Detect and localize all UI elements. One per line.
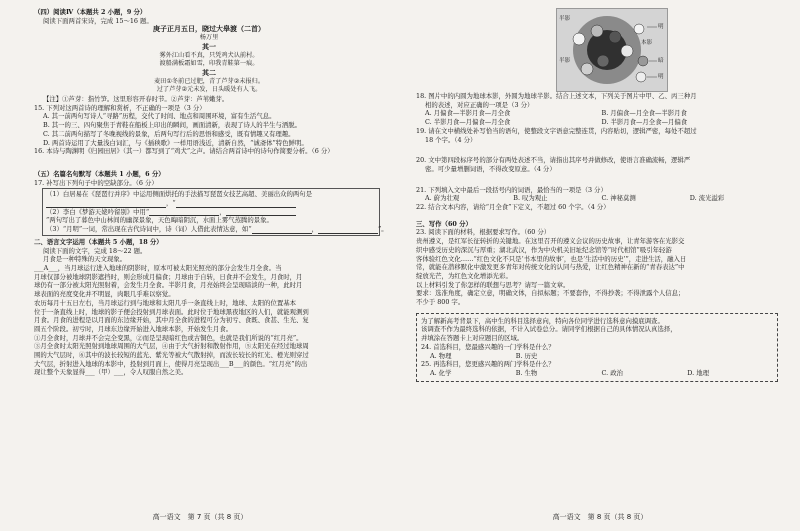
q17-part2: （2）李白《梦游天姥吟留别》中用“ ， [46, 208, 376, 217]
part-2-intro: 阅读下面的文字，完成 18～22 题。 [43, 246, 147, 255]
q15-option: B. 其一的三、四句聚焦于青鞋在船板上印出的瞬间，画面清新，表现了诗人的半生与洒脱。 [43, 121, 301, 130]
question-22: 22. 结合文本内容，请给“月全食”下定义，不超过 60 个字。（4 分） [416, 203, 610, 212]
q20-answer-space [416, 174, 778, 186]
writing-requirement: 要求：选准角度，确定立意，明确文体，自拟标题；不要套作，不得抄袭；不得泄露个人信息； [416, 289, 685, 298]
part-3-header: 三、写作（60 分） [416, 219, 472, 228]
moon-phase [609, 31, 621, 43]
passage-line: 月球仅部分被地球阴影遮挡时，则会形成月偏食；月球由于自转，日食并不会发生，月食时，月 [34, 272, 303, 281]
question-23: 23. 阅读下面的材料，根据要求写作。（60 分） [416, 228, 551, 237]
q21-option: C. 神秘莫测 [601, 194, 636, 203]
passage-line: 月食。月食的进程是以月面的东边缘开始，其中月全食的进程可分为初亏、食既、食甚、生光、复 [34, 316, 309, 325]
question-15: 15. 下列对这两首诗的理解和赏析，不正确的一项是（3 分） [34, 103, 206, 112]
answer-blank[interactable] [176, 200, 296, 208]
passage-line: ③月全食时太阳光照射到地球周围的大气层，④由于大气折射和散射作用，⑤太阳光在经过地球周 [34, 342, 309, 351]
material-line: 贵州遵义，是红军长征转折的关键地。在这里召开的遵义会议的历史故事，让青年游客在光影交 [416, 237, 685, 246]
question-19: 19. 请在文中横线处补写恰当的语句，使整段文字语意完整连贯，内容贴切，逻辑严密，每处不超过 [416, 126, 697, 135]
moon-phase [591, 25, 603, 37]
q25-option[interactable]: C. 政治 [601, 368, 624, 377]
material-line: 绽放光芒，为红色文化增添光彩。 [416, 271, 512, 280]
moon-phase [636, 72, 646, 82]
q15-option: A. 其一前两句写诗人“寻路”历程，交代了时间、地点和周围环境，富有生活气息。 [43, 112, 276, 121]
q19-answer-space [416, 144, 778, 156]
poem-title: 庚子正月五日，晓过大皋渡（二首） [153, 24, 265, 34]
passage-line: 球仍有一部分被太阳光照射着，会发生月全食。半影月食，月亮始终会呈现暗淡的一种，此时月 [34, 281, 303, 290]
question-20-cont: 密。可少量增删词语，不得改变原意。（4 分） [425, 164, 556, 173]
q21-option: B. 叹为观止 [513, 194, 548, 203]
section-4-intro: 阅读下面两首宋诗，完成 15～16 题。 [43, 16, 153, 25]
fig-label-bright: 明 [658, 24, 664, 30]
moon-phase [621, 45, 633, 57]
section-5-header: （五）名篇名句默写（本题共 1 小题，6 分） [34, 169, 165, 178]
question-24: 24. 首选科目，您最感兴趣的一门学科是什么？ [421, 342, 555, 351]
q18-option: B. 月偏食—月全食—半影月食 [601, 109, 687, 118]
q25-option[interactable]: B. 生物 [515, 368, 538, 377]
q21-options-row [416, 194, 778, 203]
question-18-cont: 相的表述，对应正确的一项是（3 分） [425, 100, 534, 109]
q17-part1: （1）白居易在《琵琶行并序》中运用侧面烘托的手法描写琵琶女技艺高超、美丽出众的两句是 [46, 190, 313, 199]
fig-label-penumbra: 半影 [559, 16, 571, 22]
q17-part3-start: （3）“月明”一词，常出现在古代诗词中，诗（词）人借此表情达意，如“ [46, 225, 252, 234]
q18-option: A. 月偏食—半影月食—月全食 [425, 109, 511, 118]
passage-line: 圆五个阶段。初亏时，月球东边缘开始进入地球本影，开始发生月食。 [34, 324, 233, 333]
moon-phase [634, 24, 644, 34]
poem2-label: 其二 [202, 67, 216, 77]
q18-option: C. 半影月食—月偏食—月全食 [425, 118, 511, 127]
q17-part1-blanks [46, 199, 376, 208]
left-column [34, 8, 388, 377]
question-20: 20. 文中第四段标序号的部分有两处表述不当，请指出其序号并做修改，使语言准确流畅，逻辑严 [416, 156, 691, 165]
q17-answer-box [42, 188, 388, 236]
passage-title: 月食是一种特殊的天文现象。 [43, 255, 127, 264]
passage-line: 大气层，折射进入地球的本影中，投射到月面上，使得月亮呈现出___B___的颜色。“红月亮”的出 [34, 359, 308, 368]
q21-option: D. 流光溢彩 [689, 194, 725, 203]
material-line: 客体验红色文化……“红色文化不只是‘书本里的故事’，也是‘生活中的历史’”，走进生活，融入日 [416, 254, 687, 263]
right-column [416, 8, 778, 382]
page-footer: 高一语文 第 8 页（共 8 页） [552, 513, 648, 521]
q25-option[interactable]: D. 地理 [687, 368, 709, 377]
moon-phase [597, 55, 609, 67]
page-footer: 高一语文 第 7 页（共 8 页） [152, 513, 248, 521]
moon-phase [581, 63, 593, 75]
answer-blank[interactable] [46, 200, 166, 208]
q18-option: D. 半影月食—月全食—月偏食 [601, 118, 688, 127]
survey-text: 为了解新高考背景下，高中生的科目选择意向，特向各位同学进行选科意向摸底调查。 [421, 316, 664, 325]
question-16: 16. 本诗与陶渊明《归园田居》（其一）都写到了“鸡犬”之声。请结合两首诗中的诗句作简要分析。（6 分） [34, 147, 334, 156]
q17-part2-rest: ”两句写出了暮色中山林间的幽深景象，天色晦暗阴沉，水面上雾气蒸腾的景象。 [46, 216, 273, 225]
q17-part3: （3）“月明”一词，常出现在古代诗词中，诗（词）人借此表情达意，如“ ， ”。 [46, 225, 388, 234]
question-17: 17. 补写出下列句子中的空缺部分。（6 分） [34, 178, 158, 187]
poem-author: 杨万里 [199, 34, 219, 42]
passage-line: 位于一条直线上时，地球的影子便会投射到月球表面。此时位于地球黑夜地区的人们，就能观测到 [34, 307, 309, 316]
question-19-cont: 18 个字。（4 分） [425, 135, 477, 144]
passage-line: 现让整个天象显得___（甲）___，令人叹服自然之美。 [34, 368, 188, 377]
poem2-line: 麦田①冬前已过肥，青了芦芽②未报归。 [153, 77, 265, 85]
poem2-line: 过了芦芽②元未发，日头暖处有人飞。 [156, 86, 262, 94]
poem1-line: 雾外江山看不真，只凭鸡犬认前村。 [159, 51, 259, 59]
q24-option[interactable]: B. 历史 [515, 351, 538, 360]
q18-options-row [416, 109, 778, 118]
question-21: 21. 下列填入文中最后一段括号内的词语，最恰当的一项是（3 分） [416, 185, 607, 194]
question-25: 25. 再选科目，您更感兴趣的两门学科是什么？ [421, 360, 555, 369]
material-line: 常，就能在潜移默化中激发更多青年对传统文化的认同与热爱，让红色精神在新的“青春表达”中 [416, 263, 685, 272]
q21-option: A. 蔚为壮观 [425, 194, 460, 203]
fig-label-bright-2: 明 [658, 74, 664, 80]
passage-line: 球表面的亮度变化并不明显，肉眼几乎难以察觉。 [34, 290, 175, 299]
poem1-label: 其一 [202, 41, 216, 51]
eclipse-diagram [557, 9, 667, 91]
q24-options-row [421, 352, 773, 361]
q15-option: C. 其二前两句描写了冬晚视线的景象，后两句写行后的思悟和感受，既有情趣又有理趣。 [43, 129, 295, 138]
fig-label-umbra: 本影 [641, 40, 653, 46]
q24-option[interactable]: A. 物理 [430, 351, 452, 360]
section-4-header: （四）阅读Ⅳ（本题共 2 小题，9 分） [34, 8, 147, 16]
page-8 [400, 0, 800, 531]
survey-text: 并填涂在答题卡上对应题目的区域。 [421, 334, 524, 343]
survey-text: 该调查不作为最终选科的依据，不计入试卷总分。请同学们根据自己的具体情况认真选择， [421, 325, 677, 334]
answer-blank[interactable] [318, 226, 378, 234]
material-line: 织中感受历史的深沉与厚重；湖北武汉，作为中央机关旧址纪念馆等“时代相馆”吸引年轻游 [416, 245, 672, 254]
lunar-eclipse-figure [556, 8, 668, 92]
part-2-header: 二、语言文字运用（本题共 5 小题，18 分） [34, 237, 163, 246]
q22-answer-space [416, 212, 778, 220]
q18-options-row [416, 118, 778, 127]
passage-line: ___A___，当月球运行进入地球的阴影时，原本可被太阳光照亮的部分会发生月全食。当 [34, 263, 282, 272]
moon-phase [573, 33, 585, 45]
answer-blank[interactable] [252, 226, 312, 234]
writing-requirement-cont: 不少于 800 字。 [416, 298, 465, 307]
passage-line: 围的大气层时，⑥其中的波长较短的蓝光、紫光等被大气散射掉，而波长较长的红光、橙光则穿过 [34, 351, 309, 360]
q25-options-row [421, 369, 773, 378]
poem1-line: 渡船满板霜如雪，印我青鞋第一痕。 [159, 60, 259, 68]
survey-box [416, 313, 778, 382]
question-18: 18. 图片中的内圆为地球本影，外圆为地球半影。结合上述文本，下列关于图片中甲、乙、丙三种月 [416, 92, 697, 100]
moon-phase [638, 56, 648, 66]
fig-label-penumbra-2: 半影 [559, 58, 571, 64]
passage-line: ①月全食时，月球并不会完全变黑，②而是呈现暗红色或古铜色，也就是我们所说的“红月亮”。 [34, 333, 303, 342]
q16-answer-space [34, 156, 384, 170]
q17-part2-start: （2）李白《梦游天姥吟留别》中用“ [46, 207, 150, 216]
q25-option[interactable]: A. 化学 [430, 368, 452, 377]
q17-part3-end: ”。 [377, 225, 388, 234]
fig-label-dark: 暗 [658, 58, 664, 64]
q15-option: D. 两首诗运用了大量浅白词汇，与《插秧歌》一样用语浅近，清新自然，“诚斋体”特色鲜明。 [43, 138, 308, 147]
q17-part1-end: ，“ [166, 199, 176, 208]
poem-note: 【注】①芦芽：指竹笋。这里形容开春时节。②芦芽：芦苇嫩芽。 [43, 95, 229, 104]
passage-line: 农历每月十五日左右，当月球运行到与地球和太阳几乎一条直线上时，地球、太阳的位置基本 [34, 298, 297, 307]
writing-prompt: 以上材料引发了你怎样的联想与思考？请写一篇文章。 [416, 280, 570, 289]
